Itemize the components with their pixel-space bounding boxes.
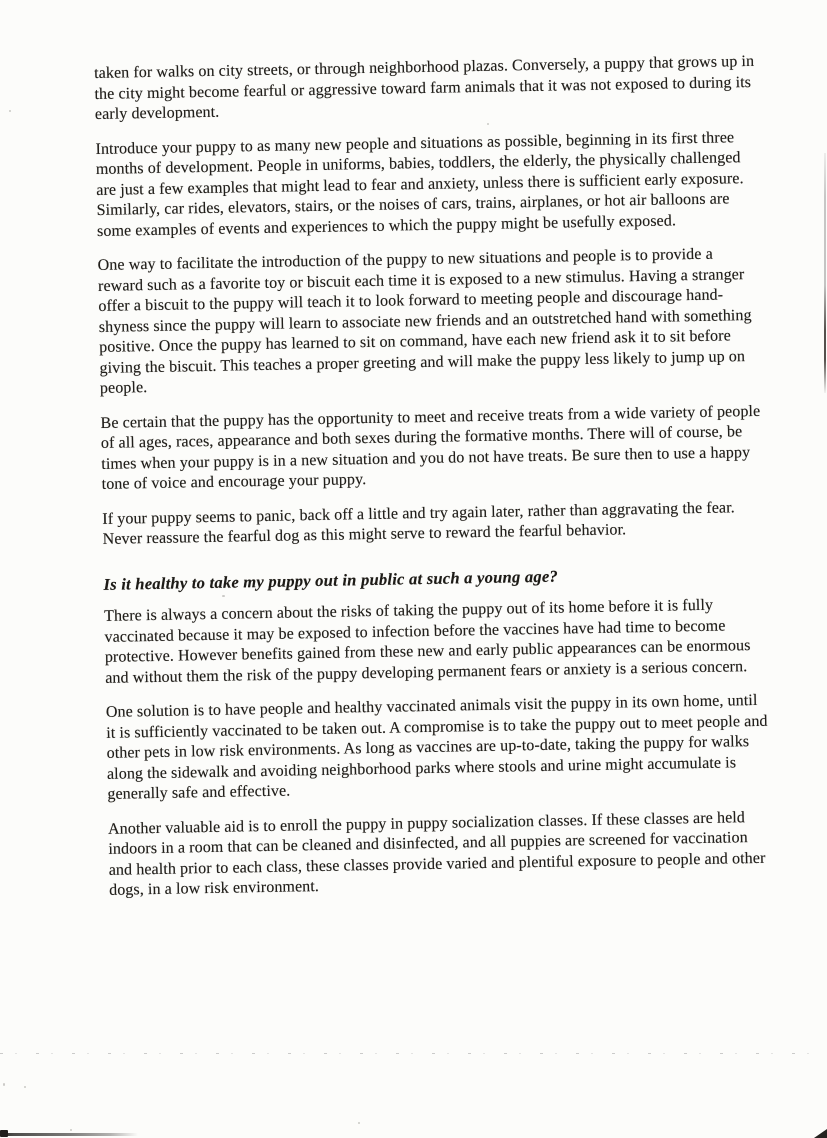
paragraph-social-classes: Another valuable aid is to enroll the puppy in puppy socialization classes. If these classes are held indoors in a room that can be cleaned and disinfected, and all puppies are screened for vaccination and health prior to each class, these classes provide varied and plentiful exposure to people and other dogs, in a low risk environment.: [107, 808, 766, 899]
scan-noise-speck: [222, 595, 225, 597]
scan-artifact-dotted-line: [0, 1053, 827, 1054]
scan-noise-speck: [9, 110, 11, 112]
scan-noise-speck: [358, 1122, 360, 1124]
scan-artifact-corner-triangle: [814, 1129, 827, 1138]
section-heading-question: Is it healthy to take my puppy out in public at such a young age?: [103, 566, 559, 594]
paragraph-panic-advice: If your puppy seems to panic, back off a little and try again later, rather than aggravating the fear. Never reassure the fearful dog as this might serve to reward the fearful behavior.: [102, 498, 735, 548]
scan-artifact-bottom-left-blob: [0, 1130, 8, 1137]
scan-artifact-right-edge-line: [824, 153, 826, 393]
paragraph-meet-variety: Be certain that the puppy has the opportunity to meet and receive treats from a wide variety of people of all ages, races, appearance and both sexes during the formative months. There will of course, be times when your puppy is in a new situation and you do not have treats. Be sure then to use a happy tone of voice and encourage your puppy.: [100, 402, 761, 493]
scan-artifact-bottom-left-bar: [0, 1133, 138, 1136]
scan-noise-speck: [70, 1129, 72, 1131]
document-text-block: [94, 52, 771, 915]
paragraph-introduce-puppy: Introduce your puppy to as many new people and situations as possible, beginning in its first three months of development. People in uniforms, babies, toddlers, the elderly, the physically challenged are just a few examples that might lead to fear and anxiety, unless there is sufficient early exposure. Similarly, car rides, elevators, stairs, or the noises of cars, trains, airplanes, or hot air balloons are some examples of events and experiences to which the puppy might be usefully exposed.: [95, 128, 744, 240]
scan-noise-speck: [160, 536, 163, 539]
scan-noise-speck: [487, 123, 489, 125]
paragraph-reward-biscuit: One way to facilitate the introduction of the puppy to new situations and people is to provide a reward such as a favorite toy or biscuit each time it is exposed to a new stimulus. Having a stranger offer a biscuit to the puppy will teach it to look forward to meeting people and discourage hand-shyness since the puppy will learn to associate new friends and an outstretched hand with something positive. Once the puppy has learned to sit on command, have each new friend ask it to sit before giving the biscuit. This teaches a proper greeting and will make the puppy less likely to jump up on people.: [97, 245, 752, 397]
paragraph-home-visits: One solution is to have people and healthy vaccinated animals visit the puppy in its own home, until it is sufficiently vaccinated to be taken out. A compromise is to take the puppy out to meet people and other pets in low risk environments. As long as vaccines are up-to-date, taking the puppy for walks along the sidewalk and avoiding neighborhood parks where stools and urine might accumulate is generally safe and effective.: [105, 691, 768, 803]
paragraph-city-walks: taken for walks on city streets, or through neighborhood plazas. Conversely, a puppy that grows up in the city might become fearful or aggressive toward farm animals that it was not exposed to during its early development.: [94, 52, 755, 123]
scan-noise-speck: [3, 1083, 5, 1086]
scan-noise-speck: [24, 1086, 26, 1088]
paragraph-vaccination-risk: There is always a concern about the risks of taking the puppy out of its home before it is fully vaccinated because it may be exposed to infection before the vaccines have had time to become protective. However benefits gained from these new and early public appearances can be enormous and without them the risk of the puppy developing permanent fears or anxiety is a serious concern.: [103, 596, 751, 687]
